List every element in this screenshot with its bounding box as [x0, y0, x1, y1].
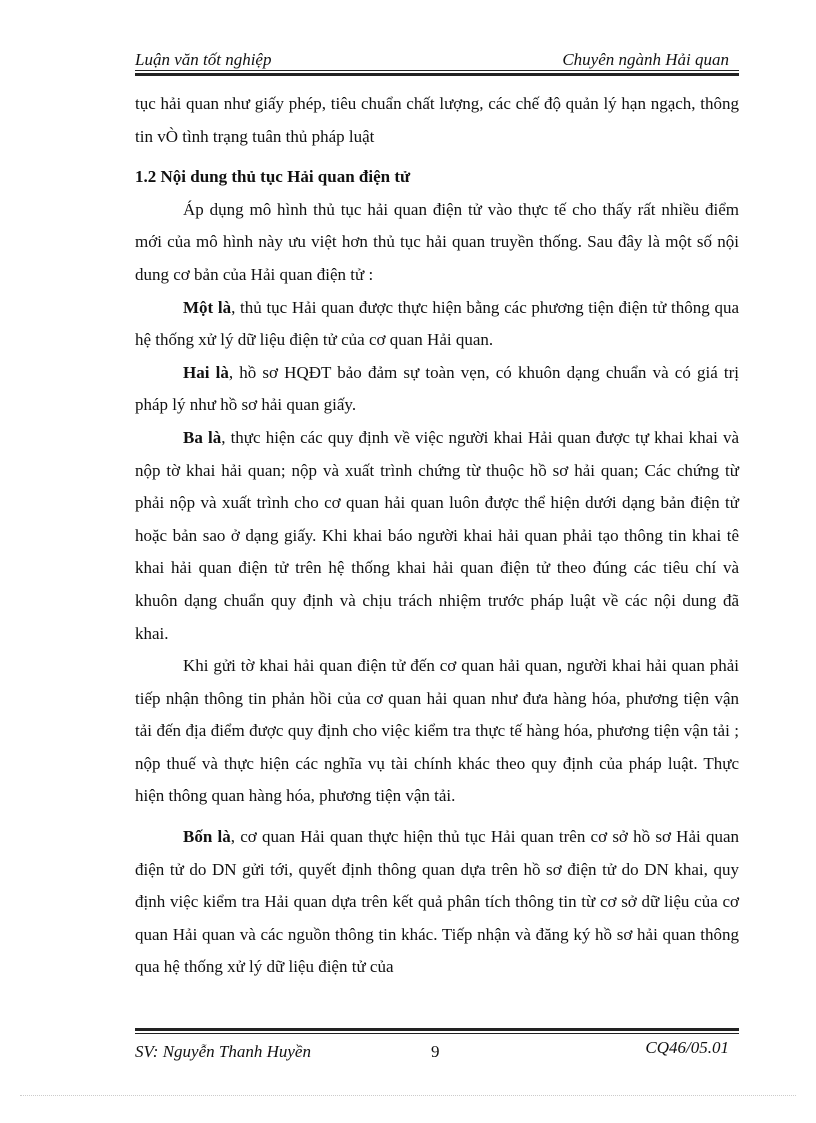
page-footer [135, 1028, 739, 1068]
footer-class-code: CQ46/05.01 [645, 1038, 729, 1057]
footer-student-name: SV: Nguyễn Thanh Huyền [135, 1042, 311, 1061]
lead-mot-la: Một là [183, 297, 232, 317]
paragraph-intro-text: Áp dụng mô hình thủ tục hải quan điện tử vào thực tế cho thấy rất nhiều điểm mới của mô hình này ưu việt hơn thủ tục hải quan truyền thống. Sau đây là một số nội dung cơ bản của Hải quan điện tử : [135, 199, 739, 284]
paragraph-mot-la-text: , thủ tục Hải quan được thực hiện bằng các phương tiện điện tử thông qua hệ thống xử lý dữ liệu điện tử của cơ quan Hải quan. [135, 297, 739, 350]
paragraph-hai-la-text: , hồ sơ HQĐT bảo đảm sự toàn vẹn, có khuôn dạng chuẩn và có giá trị pháp lý như hồ sơ hải quan giấy. [135, 362, 740, 415]
header-thesis-label: Luận văn tốt nghiệp [135, 50, 272, 69]
footer-rule-thick [135, 1028, 739, 1031]
footer-rule-thin [135, 1033, 739, 1034]
page-bottom-dotted-line [20, 1095, 796, 1096]
header-rule-thick [135, 73, 739, 76]
section-heading: 1.2 Nội dung thủ tục Hải quan điện tử [135, 167, 411, 187]
paragraph-bon-la-text: , cơ quan Hải quan thực hiện thủ tục Hải quan trên cơ sở hồ sơ Hải quan điện tử do DN gửi tới, quyết định thông quan dựa trên hồ sơ điện tử do DN khai, quy định việc kiểm tra Hải quan dựa trên kết quả phân tích thông tin từ cơ sở dữ liệu của cơ quan Hải quan và các nguồn thông tin khác. Tiếp nhận và đăng ký hồ sơ hải quan thông qua hệ thống xử lý dữ liệu điện tử của [135, 827, 739, 977]
paragraph-continuation: tục hải quan như giấy phép, tiêu chuẩn chất lượng, các chế độ quản lý hạn ngạch, thông tin vÒ tình trạng tuân thủ pháp luật [135, 94, 739, 146]
lead-bon-la: Bốn là [183, 827, 231, 847]
lead-ba-la: Ba là [183, 427, 222, 447]
page-number: 9 [431, 1042, 440, 1061]
paragraph-mot-la [135, 292, 739, 357]
page-header [135, 46, 739, 74]
paragraph-khi-gui [135, 650, 739, 813]
paragraph-ba-la [135, 422, 739, 650]
paragraph-khi-gui-text: Khi gửi tờ khai hải quan điện tử đến cơ quan hải quan, người khai hải quan phải tiếp nhận thông tin phản hồi của cơ quan hải quan như đưa hàng hóa, phương tiện vận tải đến địa điểm được quy định cho việc kiểm tra thực tế hàng hóa, phương tiện vận tải ; nộp thuế và thực hiện các nghĩa vụ tài chính khác theo quy định của pháp luật. Thực hiện thông quan hàng hóa, phương tiện vận tải. [135, 656, 739, 806]
paragraph-ba-la-text: , thực hiện các quy định về việc người khai Hải quan được tự khai khai và nộp tờ khai hải quan; nộp và xuất trình chứng từ thuộc hồ sơ hải quan; Các chứng từ phải nộp và xuất trình cho cơ quan hải quan luôn được thể hiện dưới dạng bản điện tử hoặc bản sao ở dạng giấy. Khi khai báo người khai hải quan phải tạo thông tin khai tê khai hải quan điện tử trên hệ thống khai hải quan điện tử theo đúng các tiêu chí và khuôn dạng chuẩn quy định và chịu trách nhiệm trước pháp luật về các nội dung đã khai. [135, 427, 740, 643]
paragraph-intro [135, 194, 739, 292]
lead-hai-la: Hai là [183, 362, 229, 382]
header-rule-thin [135, 70, 739, 71]
paragraph-bon-la [135, 821, 739, 984]
paragraph-hai-la [135, 357, 739, 422]
header-major-label: Chuyên ngành Hải quan [562, 50, 729, 69]
page-body [135, 88, 739, 984]
